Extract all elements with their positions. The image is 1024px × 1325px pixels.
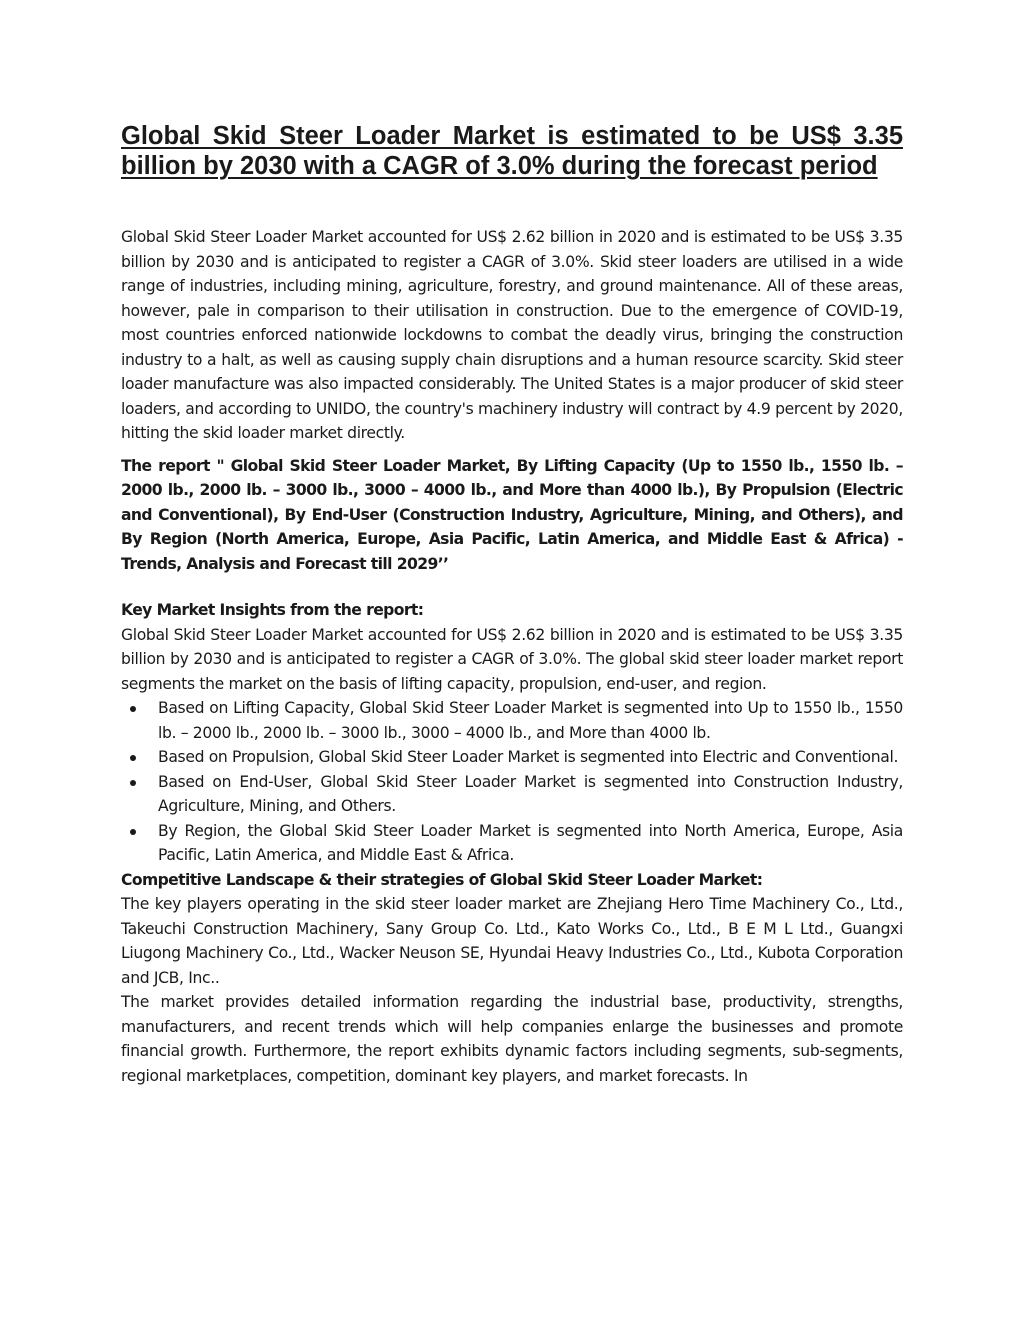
list-item [121, 745, 903, 770]
bullet-icon [130, 706, 136, 712]
bullet-text: Based on Lifting Capacity, Global Skid Steer Loader Market is segmented into Up to 1550 lb., 1550 lb. – 2000 lb., 2000 lb. – 3000 lb., 3000 – 4000 lb., and More than 4000 lb. [158, 699, 903, 742]
closing-paragraph: The market provides detailed information regarding the industrial base, productivity, strengths, manufacturers, and recent trends which will help companies enlarge the businesses and promote financial growth. Furthermore, the report exhibits dynamic factors including segments, sub-segments, regional marketplaces, competition, dominant key players, and market forecasts. In [121, 993, 903, 1085]
bullet-icon [130, 780, 136, 786]
bullet-text: Based on End-User, Global Skid Steer Loader Market is segmented into Construction Industry, Agriculture, Mining, and Others. [158, 772, 903, 815]
competitive-landscape-heading: Competitive Landscape & their strategies of Global Skid Steer Loader Market: [121, 870, 763, 889]
intro-paragraph: Global Skid Steer Loader Market accounted for US$ 2.62 billion in 2020 and is estimated to be US$ 3.35 billion by 2030 and is anticipated to register a CAGR of 3.0%. Skid steer loaders are utilised in a wide range of industries, including mining, agriculture, forestry, and ground maintenance. All of these areas, however, pale in comparison to their utilisation in construction. Due to the emergence of COVID-19, most countries enforced nationwide lockdowns to combat the deadly virus, bringing the construction industry to a halt, as well as causing supply chain disruptions and a human resource scarcity. Skid steer loader manufacture was also impacted considerably. The United States is a major producer of skid steer loaders, and according to UNIDO, the country's machinery industry will contract by 4.9 percent by 2020, hitting the skid loader market directly. [121, 228, 903, 442]
report-title-paragraph: The report " Global Skid Steer Loader Market, By Lifting Capacity (Up to 1550 lb., 1550 lb. – 2000 lb., 2000 lb. – 3000 lb., 3000 – 4000 lb., and More than 4000 lb.), By Propulsion (Electric and Conventional), By End-User (Construction Industry, Agriculture, Mining, and Others), and By Region (North America, Europe, Asia Pacific, Latin America, and Middle East & Africa) - Trends, Analysis and Forecast till 2029’’ [121, 456, 903, 573]
segment-bullet-list [121, 696, 903, 868]
competitive-landscape-paragraph: The key players operating in the skid steer loader market are Zhejiang Hero Time Machinery Co., Ltd., Takeuchi Construction Machinery, Sany Group Co. Ltd., Kato Works Co., Ltd., B E M L Ltd., Guangxi Liugong Machinery Co., Ltd., Wacker Neuson SE, Hyundai Heavy Industries Co., Ltd., Kubota Corporation and JCB, Inc.. [121, 895, 903, 987]
key-insights-paragraph: Global Skid Steer Loader Market accounted for US$ 2.62 billion in 2020 and is estimated to be US$ 3.35 billion by 2030 and is anticipated to register a CAGR of 3.0%. The global skid steer loader market report segments the market on the basis of lifting capacity, propulsion, end-user, and region. [121, 625, 903, 693]
bullet-icon [130, 755, 136, 761]
bullet-text: By Region, the Global Skid Steer Loader Market is segmented into North America, Europe, Asia Pacific, Latin America, and Middle East & Africa. [158, 821, 903, 864]
list-item [121, 696, 903, 745]
bullet-icon [130, 829, 136, 835]
key-insights-heading: Key Market Insights from the report: [121, 601, 424, 619]
document-page [121, 0, 903, 1088]
list-item [121, 819, 903, 868]
list-item [121, 770, 903, 819]
document-title: Global Skid Steer Loader Market is estimated to be US$ 3.35 billion by 2030 with a CAGR of 3.0% during the forecast period [121, 122, 903, 180]
bullet-text: Based on Propulsion, Global Skid Steer Loader Market is segmented into Electric and Conventional. [158, 748, 899, 766]
